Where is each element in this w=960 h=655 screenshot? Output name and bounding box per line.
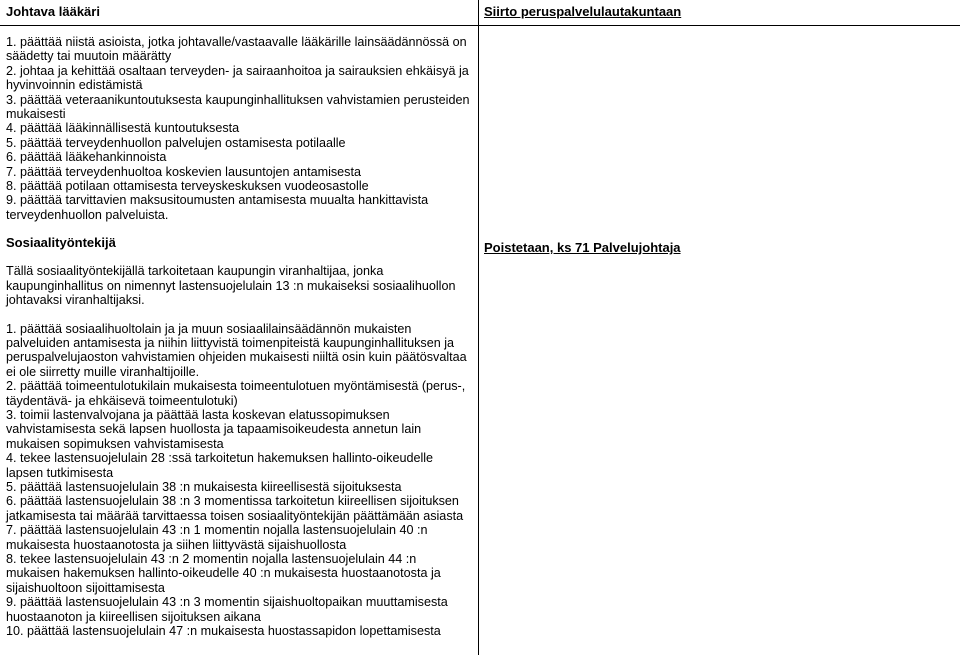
text-line: 5. päättää lastensuojelulain 38 :n mukaisesta kiireellisestä sijoituksesta <box>6 479 402 494</box>
text-line: 6. päättää lääkehankinnoista <box>6 150 167 165</box>
text-line: Tällä sosiaalityöntekijällä tarkoitetaan kaupungin viranhaltijaa, jonka <box>6 264 384 279</box>
text-line: 9. päättää tarvittavien maksusitoumusten antamisesta muualta hankittavista <box>6 193 429 208</box>
text-line: 8. tekee lastensuojelulain 43 :n 2 momentin nojalla lastensuojelulain 44 :n <box>6 552 417 566</box>
section-sosiaalityontekija <box>6 322 474 639</box>
text-line: 2. johtaa ja kehittää osaltaan terveyden- ja sairaanhoitoa ja sairauksien ehkäisyä ja <box>6 63 469 78</box>
text-line: sijaishuoltoon sijoittamisesta <box>6 580 165 595</box>
text-line: 6. päättää lastensuojelulain 38 :n 3 momentissa tarkoitetun kiireellisen sijoituksen <box>6 494 459 509</box>
text-line: täydentävä- ja ehkäisevä toimeentulotuki) <box>6 393 238 408</box>
text-line: mukaisen hakemuksen hallinto-oikeudelle 40 :n mukaisesta huostaanotosta ja <box>6 566 441 581</box>
text-line: jatkamisesta tai määrää tarvittaessa toisen sosiaalityöntekijän päättämään asiasta <box>6 508 464 523</box>
text-line: 2. päättää toimeentulotukilain mukaisesta toimeentulotuen myöntämisestä (perus-, <box>6 379 466 394</box>
text-line: 4. tekee lastensuojelulain 28 :ssä tarkoitetun hakemuksen hallinto-oikeudelle <box>6 451 434 466</box>
text-line: 1. päättää niistä asioista, jotka johtavalle/vastaavalle lääkärille lainsäädännössä on <box>6 35 467 49</box>
section-heading-johtava-laakari: Johtava lääkäri <box>6 4 100 19</box>
text-line: vahvistamisesta sekä lapsen huollosta ja tapaamisoikeudesta annetun lain <box>6 422 422 437</box>
right-column <box>484 4 954 255</box>
text-line: 10. päättää lastensuojelulain 47 :n mukaisesta huostassapidon lopettamisesta <box>6 624 441 639</box>
note-siirto: Siirto peruspalvelulautakuntaan <box>484 4 682 19</box>
text-line: 7. päättää terveydenhuoltoa koskevien lausuntojen antamisesta <box>6 164 361 179</box>
text-line: 8. päättää potilaan ottamisesta terveyskeskuksen vuodeosastolle <box>6 179 369 194</box>
text-line: 3. päättää veteraanikuntoutuksesta kaupunginhallituksen vahvistamien perusteiden <box>6 92 470 107</box>
note-poistetaan: Poistetaan, ks 71 Palvelujohtaja <box>484 240 681 255</box>
text-line: kaupunginhallitus on nimennyt lastensuojelulain 13 :n mukaiseksi sosiaalihuollon <box>6 278 456 293</box>
text-line: ei ole siirretty muille viranhaltijoille. <box>6 364 200 379</box>
text-line: 1. päättää sosiaalihuoltolain ja ja muun sosiaalilainsäädännön mukaisten <box>6 321 412 336</box>
text-line: palveluiden antamisesta ja niihin liittyvistä toimenpiteistä kaupunginhallituksen ja <box>6 335 455 350</box>
text-line: peruspalvelujaoston vahvistamien ohjeiden mukaisesti niiltä osin kuin päätösvaltaa <box>6 350 467 365</box>
text-line: mukaisesti <box>6 107 66 122</box>
text-line: mukaisen sopimuksen vahvistamisesta <box>6 436 224 451</box>
text-line: 7. päättää lastensuojelulain 43 :n 1 momentin nojalla lastensuojelulain 40 :n <box>6 523 428 538</box>
text-line: lapsen tutkimisesta <box>6 465 114 480</box>
section-johtava-laakari <box>6 35 474 222</box>
text-line: hyvinvoinnin edistämistä <box>6 78 143 93</box>
text-line: 4. päättää lääkinnällisestä kuntoutuksesta <box>6 121 240 136</box>
text-line: 5. päättää terveydenhuollon palvelujen ostamisesta potilaalle <box>6 135 346 150</box>
text-line: mukaisesta huostaanotosta ja siihen liittyvästä sijaishuollosta <box>6 537 347 552</box>
text-line: terveydenhuollon palveluista. <box>6 207 169 222</box>
left-column <box>6 5 474 638</box>
column-divider <box>478 0 479 655</box>
section-intro-sosiaalityontekija <box>6 264 474 307</box>
text-line: johtavaksi viranhaltijaksi. <box>6 293 145 308</box>
text-line: 9. päättää lastensuojelulain 43 :n 3 momentin sijaishuoltopaikan muuttamisesta <box>6 595 448 610</box>
text-line: huostaanoton ja kiireellisen sijoituksen aikana <box>6 609 261 624</box>
text-line: 3. toimii lastenvalvojana ja päättää lasta koskevan elatussopimuksen <box>6 407 390 422</box>
section-heading-sosiaalityontekija: Sosiaalityöntekijä <box>6 235 116 251</box>
text-line: säädetty tai muutoin määrätty <box>6 49 172 64</box>
